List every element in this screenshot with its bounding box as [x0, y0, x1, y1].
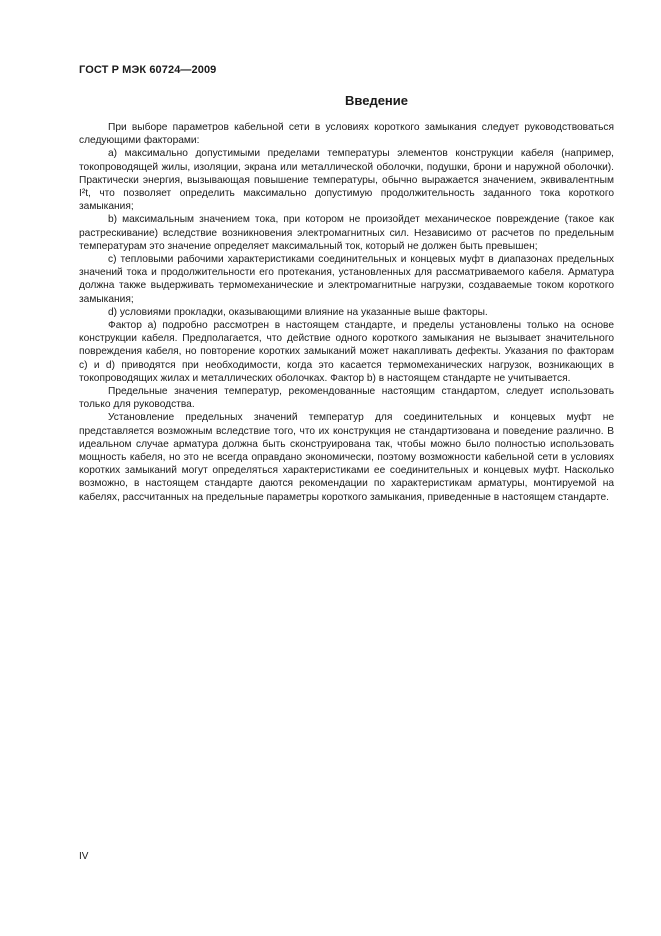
paragraph-factor-b: b) максимальным значением тока, при котором не произойдет механическое повреждение (такое как растрескивание) вследствие возникновения электромагнитных сил. Независимо от расчетов по предельным температурам это значение определяет максимальный ток, который не должен быть превышен; [79, 214, 614, 252]
page-number: IV [79, 851, 89, 862]
paragraph-factor-d: d) условиями прокладки, оказывающими влияние на указанные выше факторы. [108, 306, 488, 318]
document-header: ГОСТ Р МЭК 60724—2009 [79, 64, 217, 76]
paragraph-factor-c: c) тепловыми рабочими характеристиками соединительных и концевых муфт в диапазонах предельных значений тока и продолжительности его протекания, установленных для рассматриваемого кабеля. Арматура должна также выдерживать термомеханические и электромагнитные нагрузки, создаваемые током короткого замыкания; [79, 254, 614, 305]
paragraph-accessories: Установление предельных значений температур для соединительных и концевых муфт не представляется возможным вследствие того, что их конструкция не стандартизована и поведение различно. В идеальном случае арматура должна быть сконструирована так, чтобы можно было полностью использовать мощность кабеля, но это не всегда оправдано экономически, поэтому возможности кабельной сети в условиях коротких замыканий могут определяться характеристиками ее соединительных и концевых муфт. Насколько возможно, в настоящем стандарте даются рекомендации по характеристикам арматуры, монтируемой на кабелях, рассчитанных на предельные параметры короткого замыкания, приведенные в настоящем стандарте. [79, 412, 614, 503]
body-text [79, 121, 614, 504]
paragraph-temperature-limits: Предельные значения температур, рекомендованные настоящим стандартом, следует использовать только для руководства. [79, 386, 614, 411]
paragraph-intro: При выборе параметров кабельной сети в условиях короткого замыкания следует руководствоваться следующими факторами: [79, 122, 614, 147]
paragraph-factor-discussion: Фактор a) подробно рассмотрен в настоящем стандарте, и пределы установлены только на основе конструкции кабеля. Предполагается, что действие одного короткого замыкания не вызывает значительного повреждения кабеля, но повторение коротких замыканий может накапливать дефекты. Указания по факторам c) и d) приводятся при необходимости, когда это касается термомеханических нагрузок, возникающих в токопроводящих жилах и металлических оболочках. Фактор b) в настоящем стандарте не учитывается. [79, 320, 614, 384]
section-title: Введение [345, 93, 408, 108]
paragraph-factor-a: a) максимально допустимыми пределами температуры элементов конструкции кабеля (например, токопроводящей жилы, изоляции, экрана или металлической оболочки, подушки, брони и наружной оболочки). Практически энергия, вызывающая повышение температуры, обычно выражается значением, эквивалентным I²t, что позволяет определить максимально допустимую продолжительность заданного тока короткого замыкания; [79, 148, 614, 213]
